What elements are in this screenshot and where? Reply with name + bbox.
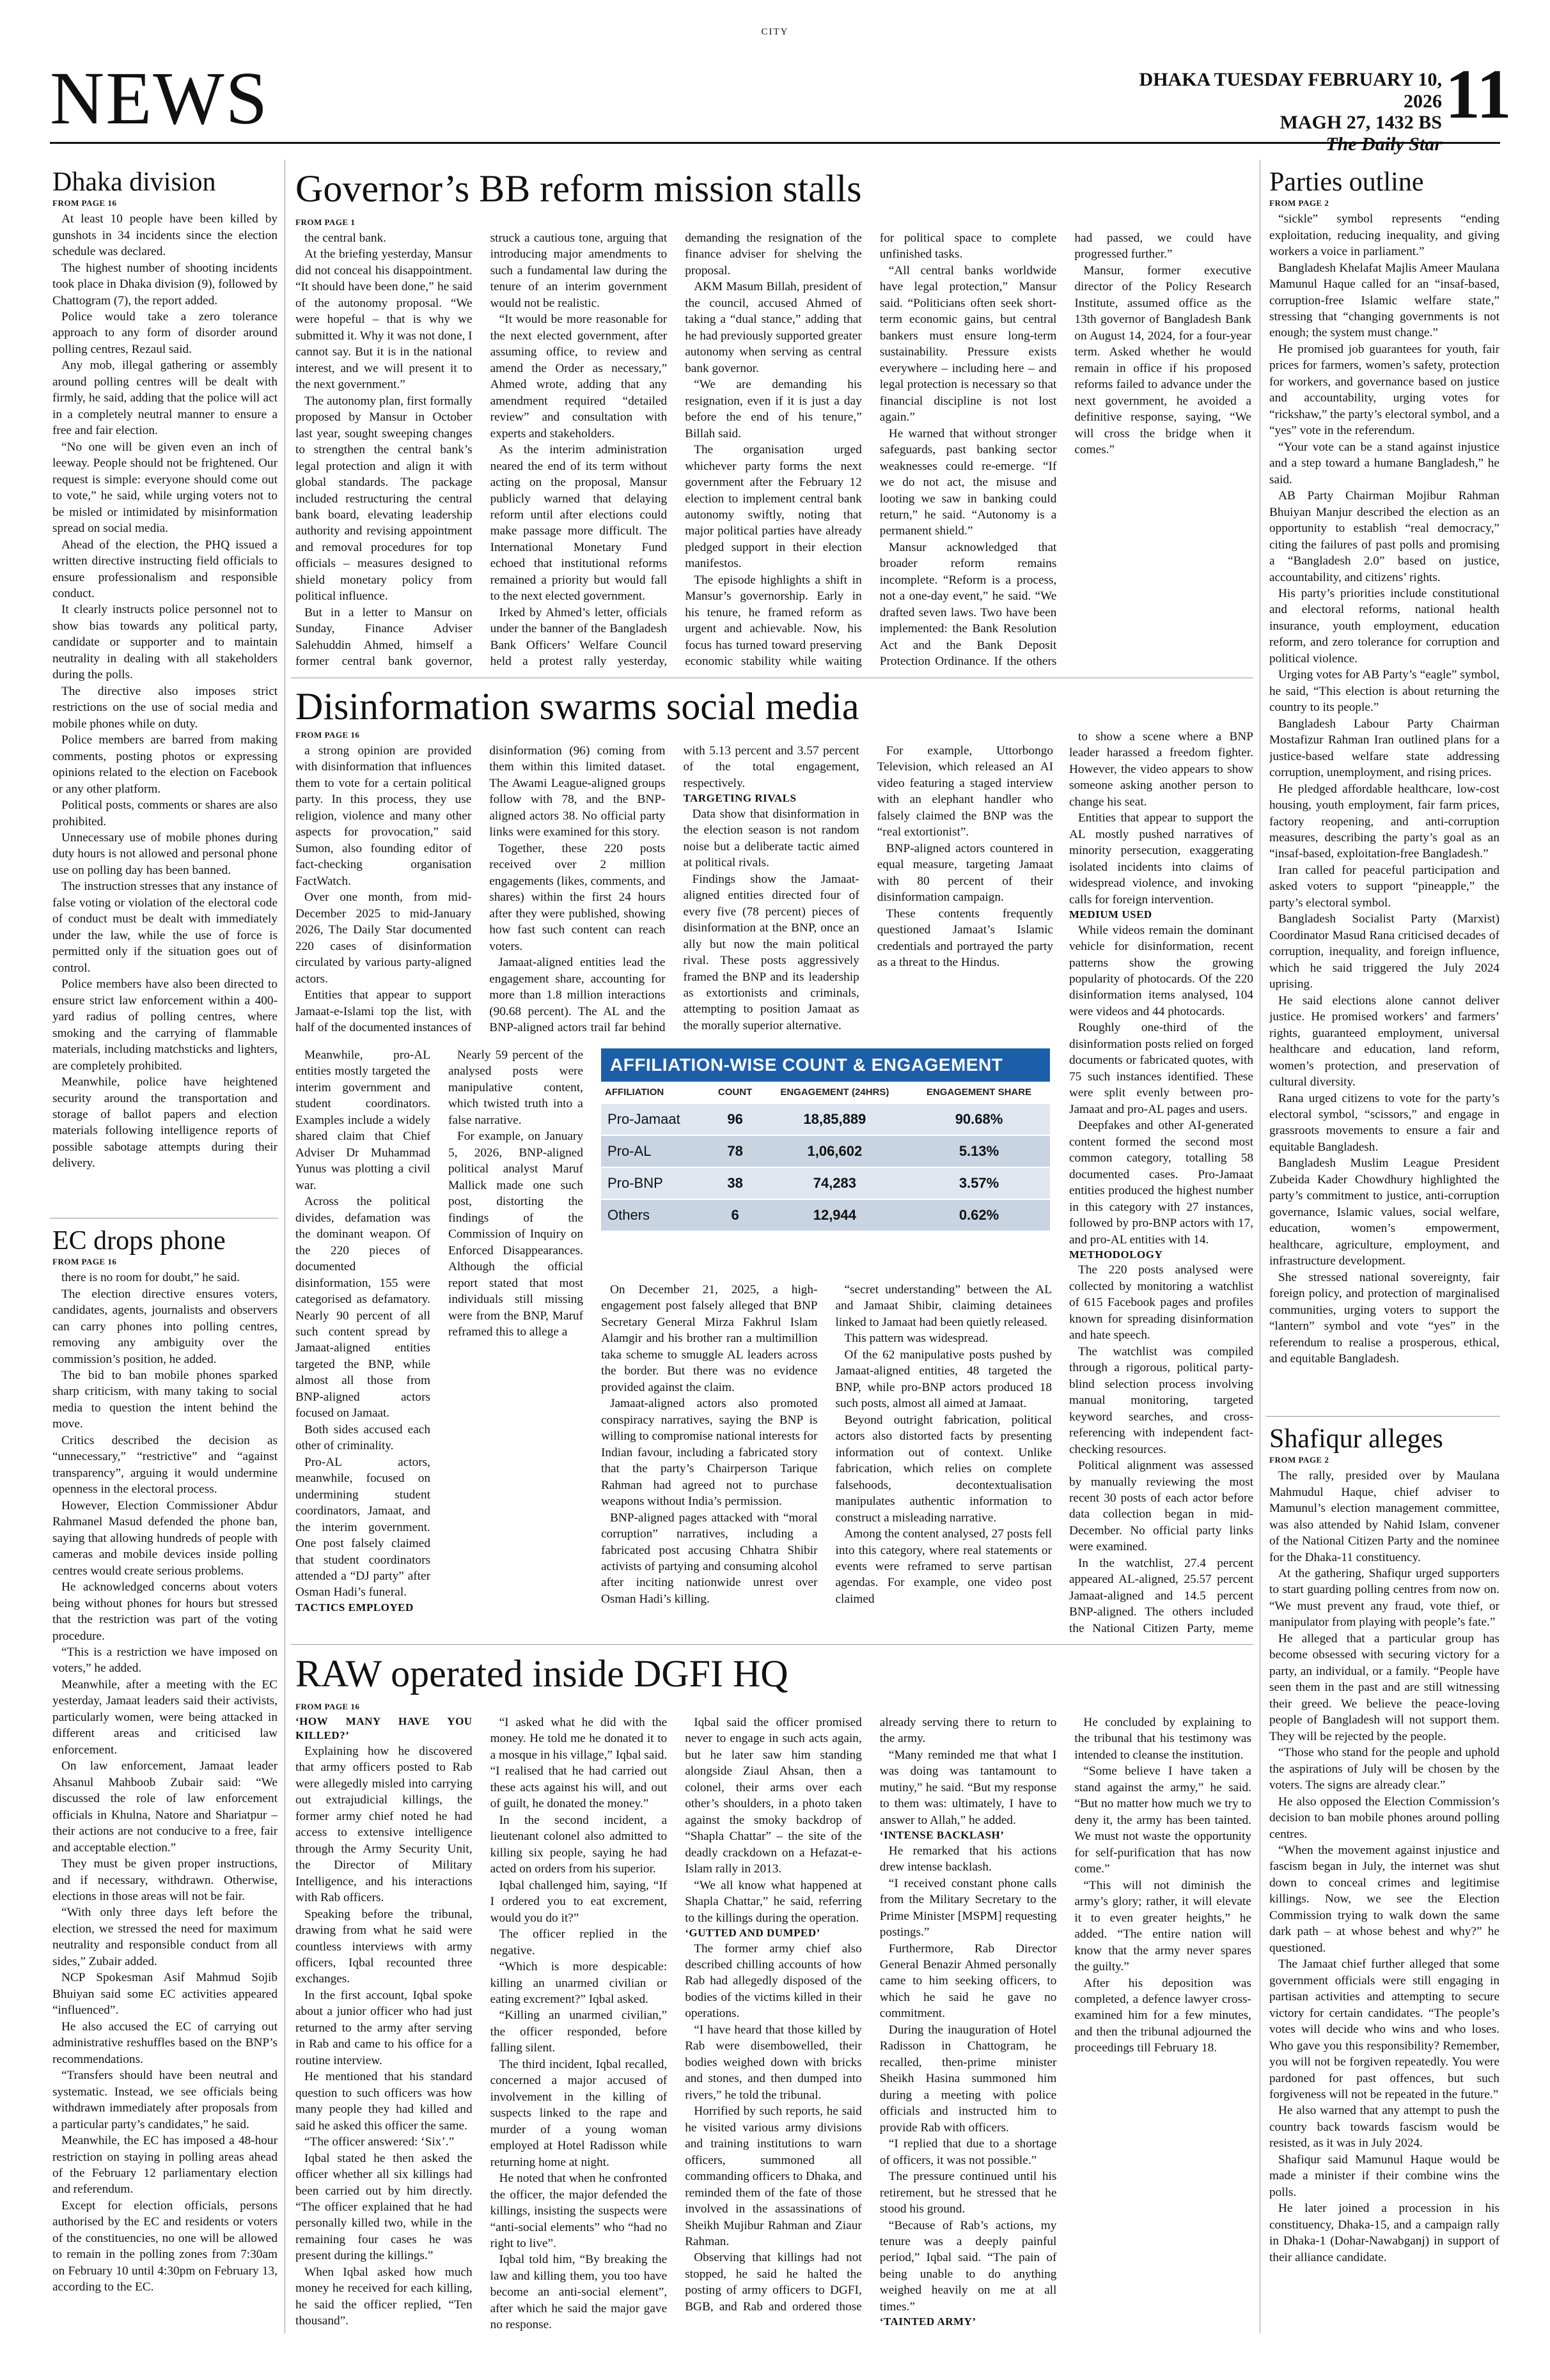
paragraph: “Many reminded me that what I was doing was tantamount to mutiny,” he said. “But my response to them was: ultimately, I have to answer to Allah,” he added. bbox=[879, 1748, 1057, 1827]
chart-title: AFFILIATION-WISE COUNT & ENGAGEMENT bbox=[601, 1048, 1050, 1082]
paragraph: Iqbal told him, “By breaking the law and killing them, you too have become an anti-social element”, after which he said the major gave no response. bbox=[490, 2253, 668, 2332]
paragraph: “sickle” symbol represents “ending exploitation, reducing inequality, and giving workers a voice in parliament.” bbox=[1269, 212, 1499, 259]
paragraph: At the briefing yesterday, Mansur did not conceal his disappointment. “It should have been done,” he said of the autonomy proposal. “We were hopeful – that is why we submitted it. Why it was not done, I cannot say. But it is in the national interest, and we will present it to the next government.” bbox=[295, 247, 473, 392]
paragraph: Urging votes for AB Party’s “eagle” symbol, he said, “This election is about returning the country to its people.” bbox=[1269, 668, 1499, 715]
paragraph: “Those who stand for the people and uphold the aspirations of July will be chosen by the voters. The signs are already clear.” bbox=[1269, 1746, 1499, 1793]
story-raw bbox=[295, 1653, 1251, 1695]
paragraph: “I have heard that those killed by Rab were disembowelled, their bodies weighed down with bricks and stones, and then dumped into rivers,” he told the tribunal. bbox=[685, 2023, 862, 2102]
paragraph: Meanwhile, the EC has imposed a 48-hour restriction on staying in polling areas ahead of the February 12 parliamentary election and referendum. bbox=[52, 2134, 278, 2197]
paragraph: Mansur acknowledged that broader reform remains incomplete. “Reform is a process, not a one-day event,” he said. “We drafted seven laws. Two have been implemented: the Bank Resolution Act and the Bank Deposit Protection Ordinance. If the others had passed, we could have progressed further.” bbox=[879, 231, 1251, 669]
paragraph: He also warned that any attempt to push the country back towards fascism would be resisted, as it was in July 2024. bbox=[1269, 2104, 1499, 2151]
paragraph: He later joined a procession in his constituency, Dhaka-15, and a campaign rally in Dhaka-1 (Dohar-Nawabganj) in support of their alliance candidate. bbox=[1269, 2202, 1499, 2264]
story-divider bbox=[291, 1644, 1253, 1645]
paragraph: Speaking before the tribunal, drawing from what he said were countless interviews with army officers, Iqbal recounted three exchanges. bbox=[295, 1907, 473, 1986]
paragraph: Beyond outright fabrication, political actors also distorted facts by presenting information out of context. Unlike fabrication, which relies on complete falsehoods, decontextualisation manipulates authentic information to construct a misleading narrative. bbox=[835, 1413, 1052, 1525]
paragraph: Roughly one-third of the disinformation posts relied on forged documents or fabricated quotes, with 75 such instances identified. These were split evenly between pro-Jamaat and pro-AL pages and users. bbox=[1069, 1021, 1253, 1116]
paragraph: He mentioned that his standard question to such officers was how many people they had killed and said he asked this officer the same. bbox=[295, 2070, 473, 2133]
paragraph: Nearly 59 percent of the analysed posts were manipulative content, which twisted truth into a false narrative. bbox=[448, 1048, 583, 1127]
paragraph: “Which is more despicable: killing an unarmed civilian or eating excrement?” Iqbal asked. bbox=[490, 1960, 668, 2006]
paragraph: When Iqbal asked how much money he received for each killing, he said the officer replied, “Ten thousand”. bbox=[295, 2265, 473, 2328]
paragraph: He warned that without stronger safeguards, past banking sector weaknesses could re-emerge. “If we do not act, the misuse and looting we saw in banking could return,” he said. “Autonomy is a permanent shield.” bbox=[879, 426, 1057, 538]
paragraph: “All central banks worldwide have legal protection,” Mansur said. “Politicians often seek short-term economic gains, but central bankers must ensure long-term sustainability. Pressure exists everywhere – including here – and legal protection is necessary so that financial discipline is not lost again.” bbox=[879, 263, 1057, 424]
headline: Parties outline bbox=[1269, 167, 1424, 197]
paragraph: Pro-AL actors, meanwhile, focused on undermining student coordinators, Jamaat, and the interim government. One post falsely claimed that student coordinators attended a “DJ party” after Osman Hadi’s funeral. bbox=[295, 1455, 430, 1599]
paragraph: Meanwhile, pro-AL entities mostly targeted the interim government and student coordinators. Examples include a widely shared claim that Chief Adviser Dr Muhammad Yunus was plotting a civil war. bbox=[295, 1048, 430, 1192]
paragraph: This pattern was widespread. bbox=[844, 1332, 989, 1346]
paragraph: Across the political divides, defamation was the dominant weapon. Of the 220 pieces of documented disinformation, 155 were categorised as defamatory. Nearly 90 percent of all such content spread by Jamaat-aligned entities targeted the BNP, while almost all those from BNP-aligned actors focused on Jamaat. bbox=[295, 1195, 430, 1420]
header-rule bbox=[50, 142, 1500, 144]
date: DHAKA TUESDAY FEBRUARY 10, 2026 bbox=[1139, 69, 1442, 112]
subheading: ‘TAINTED ARMY’ bbox=[879, 2315, 976, 2328]
article-body bbox=[1269, 211, 1499, 1413]
paragraph: The third incident, Iqbal recalled, concerned a major accused of involvement in the killing of suspects linked to the rape and murder of a young woman employed at Hotel Radisson while returning home at night. bbox=[490, 2057, 668, 2169]
paragraph: Explaining how he discovered that army officers posted to Rab were allegedly misled into carrying out extrajudicial killings, the former army chief noted he had access to extensive intelligence through the Army Security Unit, the Director of Military Intelligence, and his interactions with Rab officers. bbox=[295, 1744, 473, 1905]
paragraph: Over one month, from mid-December 2025 to mid-January 2026, The Daily Star documented 220 cases of disinformation circulated by various party-aligned actors. bbox=[295, 891, 472, 986]
affiliation-cell: Pro-AL bbox=[601, 1135, 708, 1167]
paragraph: The organisation urged whichever party forms the next government after the February 12 election to implement central bank autonomy swiftly, noting that major political parties have already pledged support in their election manifestos. bbox=[685, 443, 862, 571]
paragraph: Political posts, comments or shares are also prohibited. bbox=[52, 798, 278, 828]
paragraph: Jamaat-aligned entities lead the engagement share, accounting for more than 1.8 million interactions (90.68 percent). The AL and the BNP-aligned actors trail far behind with 5.13 percent and 3.57 percent of the total engagement, respectively. bbox=[489, 744, 859, 1034]
paragraph: “It would be more reasonable for the next elected government, after assuming office, to review and amend the Order as necessary,” Ahmed wrote, adding that any amendment required “detailed review” and consultation with experts and stakeholders. bbox=[490, 313, 668, 440]
jump-label: FROM PAGE 2 bbox=[1269, 198, 1329, 208]
affiliation-cell: Pro-Jamaat bbox=[601, 1103, 708, 1135]
paragraph: During the inauguration of Hotel Radisson in Chattogram, he recalled, then-prime minister Sheikh Hasina summoned him during a meeting with police officials and instructed him to provide Rab with officers. bbox=[879, 2023, 1057, 2135]
subheading: ‘INTENSE BACKLASH’ bbox=[879, 1829, 1005, 1842]
paragraph: His party’s priorities include constitutional and electoral reforms, national health insurance, youth employment, education reform, and zero tolerance for corruption and political violence. bbox=[1269, 586, 1499, 665]
paragraph: Bangladesh Muslim League President Zubeida Kader Chowdhury highlighted the party’s commitment to justice, anti-corruption governance, Islamic values, social welfare, education, women’s empowerment, healthcare, agriculture, employment, and infrastructure development. bbox=[1269, 1156, 1499, 1268]
paragraph: The instruction stresses that any instance of false voting or violation of the electoral code of conduct must be dealt with immediately under the law, while the use of force is permitted only if the situation goes out of control. bbox=[52, 880, 278, 975]
article-body bbox=[295, 743, 1053, 1046]
jump-label: FROM PAGE 1 bbox=[295, 217, 356, 227]
paragraph: At the gathering, Shafiqur urged supporters to start guarding polling centres from now on. “We must prevent any fraud, vote thief, or manipulator from playing with people’s fate.” bbox=[1269, 1567, 1499, 1629]
paragraph: He also opposed the Election Commission’s decision to ban mobile phones around polling centres. bbox=[1269, 1794, 1499, 1841]
paragraph: BNP-aligned actors countered in equal measure, targeting Jamaat with 80 percent of their disinformation campaign. bbox=[877, 841, 1053, 905]
paragraph: On December 21, 2025, a high-engagement post falsely alleged that BNP Secretary General Mirza Fakhrul Islam Alamgir and his brother ran a multimillion taka scheme to smuggle AL leaders across the border. But there was no evidence provided against the claim. bbox=[601, 1283, 818, 1394]
paragraph: The former army chief also described chilling accounts of how Rab had allegedly disposed of the bodies of the victims killed in their operations. bbox=[685, 1941, 862, 2021]
headline: Dhaka division bbox=[52, 167, 216, 197]
subheading: TACTICS EMPLOYED bbox=[295, 1601, 414, 1614]
paragraph: Critics described the decision as “unnecessary,” “restrictive” and “against transparency”, arguing it would undermine openness in the electoral process. bbox=[52, 1433, 278, 1497]
table-header-row bbox=[601, 1082, 1050, 1103]
paragraph: The directive also imposes strict restrictions on the use of social media and mobile phones while on duty. bbox=[52, 684, 278, 731]
paragraph: Among the content analysed, 27 posts fell into this category, where real statements or events were reframed to serve partisan agendas. For example, one video post claimed bbox=[835, 1527, 1052, 1606]
headline: Disinformation swarms social media bbox=[295, 685, 859, 727]
paragraph: Observing that killings had not stopped, he said he halted the posting of army officers to DGFI, BGB, and Rab and ordered those already serving there to return to the army. bbox=[685, 1716, 1057, 2314]
paragraph: Meanwhile, after a meeting with the EC yesterday, Jamaat leaders said their activists, particularly women, were being attacked in different areas and criticised law enforcement. bbox=[52, 1677, 278, 1757]
paragraph: It clearly instructs police personnel not to show bias towards any political party, candidate or supporter and to maintain neutrality in dealing with all stakeholders during the polls. bbox=[52, 603, 278, 682]
paragraph: Bangladesh Labour Party Chairman Mostafizur Rahman Iran outlined plans for a justice-based welfare state addressing corruption, unemployment, and rising prices. bbox=[1269, 717, 1499, 780]
paragraph: “Because of Rab’s actions, my tenure was a deeply painful period,” Iqbal said. “The pain of being unable to do anything weighed heavily on me at all times.” bbox=[879, 2218, 1057, 2314]
affiliation-cell: Others bbox=[601, 1199, 708, 1231]
paragraph: BNP-aligned pages attacked with “moral corruption” narratives, including a fabricated post accusing Chhatra Shibir activists of partying and consuming alcohol after inciting nationwide unrest over Osman Hadi’s killing. bbox=[601, 1511, 818, 1606]
paragraph: “Transfers should have been neutral and systematic. Instead, we see officials being withdrawn immediately after proposals from a particular party’s candidates,” he said. bbox=[52, 2069, 278, 2131]
paragraph: He alleged that a particular group has become obsessed with securing victory for a party, an individual, or a family. “People have seen them in the past and are still witnessing their greed. We believe the peace-loving people of Bangladesh will not support them. They will be rejected by the people. bbox=[1269, 1631, 1499, 1743]
paragraph: “We are demanding his resignation, even if it is just a day before the end of his tenure,” Billah said. bbox=[685, 378, 862, 440]
paragraph: “We all know what happened at Shapla Chattar,” he said, referring to the killings during the operation. bbox=[685, 1878, 862, 1925]
paragraph: the central bank. bbox=[304, 231, 386, 245]
paragraph: Police members have also been directed to ensure strict law enforcement within a 400-yard radius of polling centres, where smoking and the carrying of flammable materials, including matchsticks and lighters, are completely prohibited. bbox=[52, 977, 278, 1073]
story-disinformation-right bbox=[1069, 729, 1253, 1637]
paragraph: Entities that appear to support Jamaat-e-Islami top the list, with half of the documented instances of disinformation (96) coming from them within this limited dataset. The Awami League-aligned groups follow with 78, and the BNP-aligned actors 38. No official party links were examined for this story. bbox=[295, 744, 666, 1034]
headline: RAW operated inside DGFI HQ bbox=[295, 1653, 788, 1695]
headline: Shafiqur alleges bbox=[1269, 1424, 1443, 1454]
article-body bbox=[601, 1282, 1052, 1637]
subheading: METHODOLOGY bbox=[1069, 1248, 1163, 1261]
story-divider bbox=[1266, 1416, 1500, 1417]
paragraph: But in a letter to Mansur on Sunday, Finance Adviser Salehuddin Ahmed, himself a former central bank governor, struck a cautious tone, arguing that introducing major amendments to such a fundamental law during the tenure of an interim government would not be realistic. bbox=[295, 231, 668, 669]
paragraph: The highest number of shooting incidents took place in Dhaka division (9), followed by Chattogram (7), the report added. bbox=[52, 261, 278, 307]
paragraph: In the first account, Iqbal spoke about a junior officer who had just returned to the army after serving in Rab and came to his office for a routine interview. bbox=[295, 1988, 473, 2067]
paragraph: “secret understanding” between the AL and Jamaat Shibir, claiming detainees linked to Jamaat had been quietly released. bbox=[835, 1283, 1052, 1329]
paragraph: The Jamaat chief further alleged that some government officials were still engaging in partisan activities and attempting to secure victory for certain candidates. “The people’s votes will decide who wins and who loses. Who gave you this responsibility? Remember, you will not be forgiven repeatedly. You were pardoned for past offences, but such forgiveness will not be repeated in the future.” bbox=[1269, 1957, 1499, 2101]
date-bangla: MAGH 27, 1432 BS bbox=[1280, 112, 1442, 134]
paragraph: “No one will be given even an inch of leeway. People should not be frightened. Our request is simple: everyone should come out to vote,” he said, while urging voters not to be misled or intimidated by misinformation spread on social media. bbox=[52, 440, 278, 536]
article-body bbox=[295, 1715, 1251, 2338]
page-number: 11 bbox=[1445, 55, 1512, 133]
paragraph: Iran called for peaceful participation and asked voters to support “pineapple,” the party’s electoral symbol. bbox=[1269, 863, 1499, 910]
article-body bbox=[52, 1270, 278, 2344]
affiliation-cell: Pro-BNP bbox=[601, 1167, 708, 1199]
article-body bbox=[1069, 729, 1253, 1637]
paragraph: Horrified by such reports, he said he visited various army divisions and training institutions to warn officers, summoned all commanding officers to Dhaka, and reminded them of the fate of those involved in the assassinations of Sheikh Mujibur Rahman and Ziaur Rahman. bbox=[685, 2104, 862, 2248]
paragraph: The watchlist was compiled through a rigorous, political party-blind selection process involving manual monitoring, targeted keyword searches, and cross-referencing with independent fact-checking resources. bbox=[1069, 1344, 1253, 1456]
paragraph: The officer replied in the negative. bbox=[490, 1927, 668, 1957]
paragraph: Bangladesh Khelafat Majlis Ameer Maulana Mamunul Haque called for an “insaf-based, corruption-free Islamic welfare state,” stressing that “changing governments is not enough; the system must change.” bbox=[1269, 261, 1499, 340]
paragraph: He also accused the EC of carrying out administrative reshuffles based on the BNP’s recommendations. bbox=[52, 2019, 278, 2066]
paragraph: Shafiqur said Mamunul Haque would be made a minister if their combine wins the polls. bbox=[1269, 2152, 1499, 2199]
table-row bbox=[601, 1167, 1050, 1199]
article-body bbox=[295, 230, 1251, 671]
paragraph: The election directive ensures voters, candidates, agents, journalists and observers can carry phones into polling centres, removing any ambiguity over the commission’s position, he added. bbox=[52, 1287, 278, 1366]
affiliation-table bbox=[601, 1082, 1050, 1231]
paragraph: Both sides accused each other of criminality. bbox=[295, 1422, 430, 1453]
paragraph: On law enforcement, Jamaat leader Ahsanul Mahboob Zubair said: “We discussed the role of law enforcement officials in Khulna, Natore and Shariatpur – their actions are not conducive to a free, fair and acceptable election.” bbox=[52, 1759, 278, 1855]
paragraph: Any mob, illegal gathering or assembly around polling centres will be dealt with firmly, he said, adding that the police will act in a completely neutral manner to ensure a free and fair election. bbox=[52, 359, 278, 438]
paragraph: there is no room for doubt,” he said. bbox=[61, 1271, 240, 1285]
headline: EC drops phone bbox=[52, 1226, 226, 1256]
paragraph: NCP Spokesman Asif Mahmud Sojib Bhuiyan said some EC activities appeared “influenced”. bbox=[52, 1971, 278, 2018]
story-dhaka-division bbox=[52, 167, 278, 1216]
paragraph: “Killing an unarmed civilian,” the officer responded, before falling silent. bbox=[490, 2009, 668, 2055]
story-governor bbox=[295, 167, 1251, 210]
jump-label: FROM PAGE 16 bbox=[295, 730, 360, 740]
paragraph: In the watchlist, 27.4 percent appeared AL-aligned, 25.57 percent Jamaat-aligned and 14.5 percent BNP-aligned. The others included the National Citizen Party, meme bbox=[1069, 1556, 1253, 1635]
story-parties-outline bbox=[1269, 167, 1499, 1414]
paragraph: The rally, presided over by Maulana Mahmudul Haque, chief adviser to Mamunul’s election management committee, was also attended by Nahid Islam, convener of the National Citizen Party and the nominee for the Dhaka-11 constituency. bbox=[1269, 1469, 1499, 1564]
article-body bbox=[1269, 1468, 1499, 2344]
paragraph: “I asked what he did with the money. He told me he donated it to a mosque in his village,” Iqbal said. “I realised that he had carried out these acts against his will, and out of guilt, he donated the money.” bbox=[490, 1716, 668, 1811]
value-cell: 5.13% bbox=[908, 1135, 1050, 1167]
value-cell: 96 bbox=[708, 1103, 761, 1135]
value-cell: 3.57% bbox=[908, 1167, 1050, 1199]
value-cell: 18,85,889 bbox=[762, 1103, 908, 1135]
masthead: NEWS bbox=[50, 56, 269, 140]
table-body bbox=[601, 1103, 1050, 1231]
jump-label: FROM PAGE 16 bbox=[52, 1257, 117, 1267]
paragraph: He concluded by explaining to the tribunal that his testimony was intended to cleanse the institution. bbox=[1074, 1716, 1251, 1762]
paragraph: Police would take a zero tolerance approach to any form of disorder around polling centres, Rezaul said. bbox=[52, 310, 278, 356]
story-disinformation-lower bbox=[601, 1282, 1052, 1640]
paragraph: Bangladesh Socialist Party (Marxist) Coordinator Masud Rana criticised decades of corruption, inequality, and foreign influence, which he said triggered the July 2024 uprising. bbox=[1269, 912, 1499, 992]
jump-label: FROM PAGE 16 bbox=[52, 198, 117, 208]
paragraph: “I received constant phone calls from the Military Secretary to the Prime Minister [MSPM] requesting postings.” bbox=[879, 1876, 1057, 1940]
story-disinformation-upper bbox=[295, 729, 1053, 1045]
story-disinformation-left bbox=[295, 1047, 583, 1638]
column-header: COUNT bbox=[717, 1087, 753, 1098]
paragraph: Rana urged citizens to vote for the party’s electoral symbol, “scissors,” and engage in grassroots movements to ensure a fair and equitable Bangladesh. bbox=[1269, 1091, 1499, 1154]
paragraph: a strong opinion are provided with disinformation that influences them to vote for a certain political party. In this process, they use religion, violence and many other aspects for provocation,” said Sumon, also founding editor of fact-checking organisation FactWatch. bbox=[295, 744, 472, 888]
value-cell: 6 bbox=[708, 1199, 761, 1231]
paragraph: Iqbal stated he then asked the officer whether all six killings had been carried out by him directly. “The officer explained that he had personally killed two, while in the remaining four cases he was present during the killings.” bbox=[295, 2151, 473, 2263]
paragraph: Data show that disinformation in the election season is not random noise but a deliberate tactic aimed at political rivals. bbox=[683, 807, 859, 870]
paper-name: The Daily Star bbox=[1326, 133, 1442, 155]
paragraph: He promised job guarantees for youth, fair prices for farmers, women’s safety, protection for workers, and governance based on justice and accountability, urging votes for “rickshaw,” the party’s electoral symbol, and a “yes” vote in the referendum. bbox=[1269, 342, 1499, 438]
paragraph: “I replied that due to a shortage of officers, it was not possible.” bbox=[879, 2137, 1057, 2167]
paragraph: The bid to ban mobile phones sparked sharp criticism, with many taking to social media to question the intent behind the move. bbox=[52, 1369, 278, 1431]
story-disinformation bbox=[295, 685, 1251, 727]
paragraph: Except for election officials, persons authorised by the EC and residents or voters of the constituencies, no one will be allowed to remain in the polling zones from 7:30am on February 10 until 4:30pm on February 13, according to the EC. bbox=[52, 2198, 278, 2294]
paragraph: “Your vote can be a stand against injustice and a step toward a humane Bangladesh,” he said. bbox=[1269, 440, 1499, 486]
paragraph: The 220 posts analysed were collected by monitoring a watchlist of 615 Facebook pages and profiles known for spreading disinformation and hate speech. bbox=[1069, 1263, 1253, 1342]
value-cell: 1,06,602 bbox=[762, 1135, 908, 1167]
paragraph: After his deposition was completed, a defence lawyer cross-examined him for a few minutes, and then the tribunal adjourned the proceedings till February 18. bbox=[1074, 1976, 1251, 2055]
story-ec-drops-phone bbox=[52, 1226, 278, 2338]
paragraph: As the interim administration neared the end of its term without acting on the proposal, Mansur publicly warned that delaying reform until after elections could make passage more difficult. The International Monetary Fund echoed that institutional reforms remained a priority but would fall to the next elected government. bbox=[490, 443, 668, 603]
paragraph: In the second incident, a lieutenant colonel also admitted to killing six people, saying he had acted on orders from his superior. bbox=[490, 1813, 668, 1876]
paragraph: “When the movement against injustice and fascism began in July, the internet was shut down to conceal crimes and legitimise killings. Now, we see the Election Commission trying to walk down the same dark path – at whose behest and why?” he questioned. bbox=[1269, 1843, 1499, 1955]
subheading: TARGETING RIVALS bbox=[683, 792, 797, 805]
paragraph: Unnecessary use of mobile phones during duty hours is not allowed and personal phone use on polling day has been banned. bbox=[52, 831, 278, 877]
story-raw-body bbox=[295, 1700, 1251, 2340]
paragraph: Deepfakes and other AI-generated content formed the second most common category, totalling 58 documented cases. Pro-Jamaat entities produced the highest number in this category with 27 instances, followed by pro-BNP actors with 17, and pro-AL entities with 14. bbox=[1069, 1119, 1253, 1247]
table-row bbox=[601, 1199, 1050, 1231]
paragraph: Police members are barred from making comments, posting photos or expressing opinions related to the election on Facebook or any other platform. bbox=[52, 733, 278, 796]
paragraph: The pressure continued until his retirement, but he stressed that he stood his ground. bbox=[879, 2170, 1057, 2216]
paragraph: Ahead of the election, the PHQ issued a written directive instructing field officials to ensure professionalism and responsible conduct. bbox=[52, 538, 278, 600]
paragraph: He remarked that his actions drew intense backlash. bbox=[879, 1844, 1057, 1874]
paragraph: They must be given proper instructions, and if necessary, withdrawn. Otherwise, elections in those areas will not be fair. bbox=[52, 1857, 278, 1903]
paragraph: Iqbal said the officer promised never to engage in such acts again, but he later saw him standing alongside Ziaul Ahsan, then a colonel, their arms over each other’s shoulders, in a photo taken against the smoky backdrop of “Shapla Chattar” – the site of the deadly crackdown on a Hefazat-e-Islam rally in 2013. bbox=[685, 1716, 862, 1876]
paragraph: Together, these 220 posts received over 2 million engagements (likes, comments, and shares) within the first 24 hours after they were published, showing how fast such content can reach voters. bbox=[489, 841, 666, 953]
jump-label: FROM PAGE 16 bbox=[295, 1702, 360, 1711]
table-row bbox=[601, 1135, 1050, 1167]
paragraph: The episode highlights a shift in Mansur’s governorship. Early in his tenure, he framed reform as urgent and achievable. Now, his focus has turned toward preserving economic stability while waiting for political space to complete unfinished tasks. bbox=[685, 231, 1057, 669]
paragraph: He pledged affordable healthcare, low-cost housing, youth employment, fair farm prices, factory reopening, and anti-corruption measures, describing the party’s goal as an “insaf-based, exploitation-free Bangladesh.” bbox=[1269, 782, 1499, 861]
paragraph: to show a scene where a BNP leader harassed a freedom fighter. However, the video appears to show someone asking another person to change his seat. bbox=[1069, 730, 1253, 809]
table-row bbox=[601, 1103, 1050, 1135]
paragraph: Of the 62 manipulative posts pushed by Jamaat-aligned entities, 48 targeted the BNP, while pro-BNP actors produced 18 such posts, almost all aimed at Jamaat. bbox=[835, 1348, 1052, 1411]
paragraph: Iqbal challenged him, saying, “If I ordered you to eat excrement, would you do it?” bbox=[490, 1878, 668, 1925]
paragraph: “The officer answered: ‘Six’.” bbox=[304, 2135, 455, 2149]
paragraph: He acknowledged concerns about voters being without phones for hours but stressed that the restriction was part of the voting procedure. bbox=[52, 1580, 278, 1643]
paragraph: The autonomy plan, first formally proposed by Mansur in October last year, sought sweeping changes to strengthen the central bank’s legal protection and align it with global standards. The package included restructuring the central bank board, elevating leadership authority and revising appointment and removal procedures for top officials – measures designed to shield monetary policy from political influence. bbox=[295, 394, 473, 603]
section-label: CITY bbox=[761, 27, 789, 37]
paragraph: Furthermore, Rab Director General Benazir Ahmed personally came to him seeking officers, to which he said he gave no commitment. bbox=[879, 1941, 1057, 2021]
paragraph: For example, on January 5, 2026, BNP-aligned political analyst Maruf Mallick made one such post, distorting the findings of the Commission of Inquiry on Enforced Disappearances. Although the official report stated that most individuals still missing were from the BNP, Maruf reframed this to allege a bbox=[448, 1130, 583, 1339]
paragraph: Meanwhile, police have heightened security around the transportation and storage of ballot papers and election materials following intelligence reports of possible sabotage attempts during their delivery. bbox=[52, 1075, 278, 1171]
subheading: MEDIUM USED bbox=[1069, 908, 1152, 921]
paragraph: At least 10 people have been killed by gunshots in 34 incidents since the election schedule was declared. bbox=[52, 212, 278, 259]
value-cell: 12,944 bbox=[762, 1199, 908, 1231]
value-cell: 0.62% bbox=[908, 1199, 1050, 1231]
value-cell: 38 bbox=[708, 1167, 761, 1199]
paragraph: “With only three days left before the election, we stressed the need for maximum neutrality and responsible conduct from all sides,” Zubair added. bbox=[52, 1906, 278, 1968]
paragraph: Jamaat-aligned actors also promoted conspiracy narratives, saying the BNP is willing to compromise national interests for Indian favour, including a fabricated story that the party’s Chairperson Tarique Rahman had agreed not to purchase weapons without India’s permission. bbox=[601, 1397, 818, 1509]
column-header: ENGAGEMENT (24HRS) bbox=[780, 1087, 889, 1098]
paragraph: Political alignment was assessed by manually reviewing the most recent 30 posts of each actor before data collection began in mid-December. No official party links were examined. bbox=[1069, 1459, 1253, 1554]
jump-label: FROM PAGE 2 bbox=[1269, 1455, 1329, 1465]
paragraph: “Some believe I have taken a stand against the army,” he said. “But no matter how much we try to deny it, the army has been tainted. We must not waste the opportunity for self-purification that has now come.” bbox=[1074, 1764, 1251, 1876]
paragraph: These contents frequently questioned Jamaat’s Islamic credentials and portrayed the party as a threat to the Hindus. bbox=[877, 906, 1053, 970]
paragraph: “This is a restriction we have imposed on voters,” he added. bbox=[52, 1645, 278, 1676]
article-body bbox=[52, 211, 278, 1215]
value-cell: 78 bbox=[708, 1135, 761, 1167]
paragraph: For example, Uttorbongo Television, which released an AI video featuring a staged interview with an elephant handler who falsely claimed the BNP was the “real extortionist”. bbox=[877, 744, 1053, 839]
paragraph: He said elections alone cannot deliver justice. He promised workers’ and farmers’ rights, guaranteed employment, universal healthcare and education, land reform, women’s protection, and preservation of cultural diversity. bbox=[1269, 993, 1499, 1089]
paragraph: “This will not diminish the army’s glory; rather, it will elevate it to even greater heights,” he added. “The entire nation will know that the army never spares the guilty.” bbox=[1074, 1878, 1251, 1974]
story-governor-body bbox=[295, 216, 1251, 673]
paragraph: However, Election Commissioner Abdur Rahmanel Masud defended the phone ban, saying that allowing hundreds of people with cameras and mobile devices inside polling centres would create serious problems. bbox=[52, 1498, 278, 1578]
paragraph: AB Party Chairman Mojibur Rahman Bhuiyan Manjur described the election as an opportunity to establish “real democracy,” citing the failures of past polls and promising a “Bangladesh 2.0” based on justice, accountability, and citizens’ rights. bbox=[1269, 489, 1499, 584]
article-body bbox=[295, 1047, 583, 1635]
story-shafiqur-alleges bbox=[1269, 1424, 1499, 2338]
paragraph: Entities that appear to support the AL mostly pushed narratives of minority persecution, exaggerating isolated incidents into claims of widespread violence, and invoking calls for foreign intervention. bbox=[1069, 811, 1253, 906]
column-header: AFFILIATION bbox=[605, 1087, 664, 1098]
paragraph: AKM Masum Billah, president of the council, accused Ahmed of taking a “dual stance,” adding that he had previously supported greater autonomy when serving as central bank governor. bbox=[685, 280, 862, 375]
value-cell: 90.68% bbox=[908, 1103, 1050, 1135]
paragraph: Mansur, former executive director of the Policy Research Institute, assumed office as the 13th governor of Bangladesh Bank on August 14, 2024, for a four-year term. Asked whether he would remain in office if his proposed reforms failed to advance under the next government, he avoided a definitive response, saying, “We will cross the bridge when it comes.” bbox=[1074, 263, 1251, 457]
paragraph: Irked by Ahmed’s letter, officials under the banner of the Bangladesh Bank Officers’ Welfare Council held a protest rally yesterday, demanding the resignation of the finance adviser for shelving the proposal. bbox=[490, 231, 862, 669]
subheading: ‘GUTTED AND DUMPED’ bbox=[685, 1927, 820, 1940]
paragraph: While videos remain the dominant vehicle for disinformation, recent patterns show the growing popularity of photocards. Of the 220 disinformation items analysed, 104 were videos and 44 photocards. bbox=[1069, 923, 1253, 1018]
paragraph: He noted that when he confronted the officer, the major defended the killings, insisting the suspects were “anti-social elements” who “had no right to live”. bbox=[490, 2172, 668, 2250]
paragraph: Findings show the Jamaat-aligned entities directed four of every five (78 percent) pieces of disinformation at the BNP, once an ally but now the main political rival. These posts aggressively framed the BNP and its leadership as extortionists and criminals, attempting to position Jamaat as the morally superior alternative. bbox=[683, 872, 859, 1032]
headline: Governor’s BB reform mission stalls bbox=[295, 167, 862, 210]
value-cell: 74,283 bbox=[762, 1167, 908, 1199]
column-header: ENGAGEMENT SHARE bbox=[926, 1087, 1032, 1098]
subheading: ‘HOW MANY HAVE YOU KILLED?’ bbox=[295, 1715, 473, 1742]
paragraph: She stressed national sovereignty, fair foreign policy, and protection of marginalised communities, urging voters to support the “lantern” symbol and vote “yes” in the referendum to realise a prosperous, ethical, and equitable Bangladesh. bbox=[1269, 1270, 1499, 1365]
